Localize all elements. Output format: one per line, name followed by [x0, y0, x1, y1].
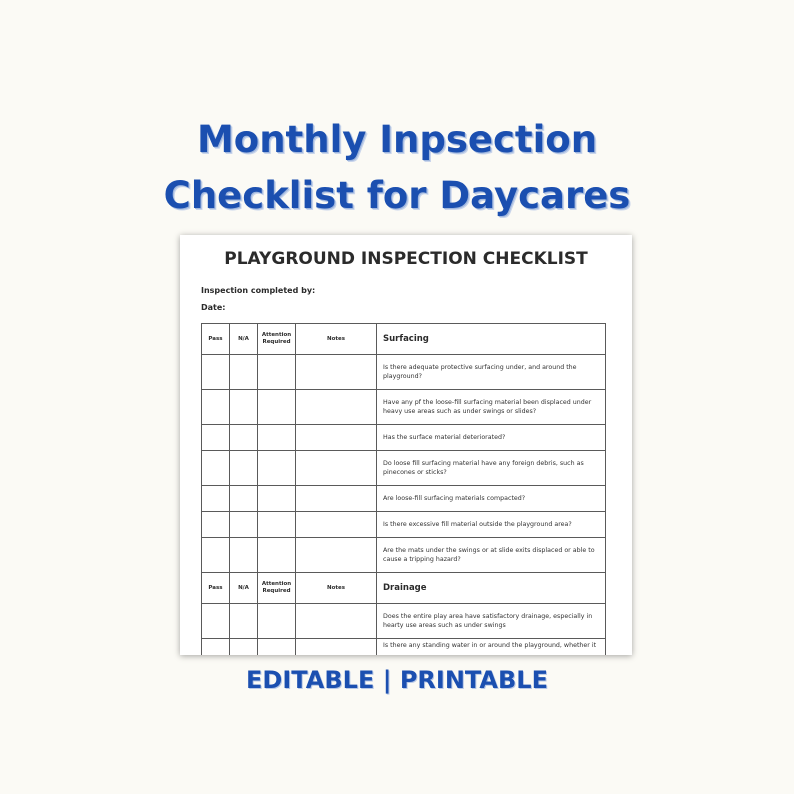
question-text: Have any pf the loose-fill surfacing material been displaced under heavy use areas such as under swings or slides? — [377, 390, 606, 425]
column-header-pass: Pass — [202, 573, 230, 604]
question-text: Do loose fill surfacing material have any foreign debris, such as pinecones or sticks? — [377, 451, 606, 486]
question-text: Is there any standing water in or around the playground, whether it — [377, 639, 606, 656]
notes-cell[interactable] — [296, 512, 377, 538]
table-row — [202, 425, 606, 451]
section-header-row — [202, 324, 606, 355]
column-header-na: N/A — [230, 573, 258, 604]
pass-cell[interactable] — [202, 486, 230, 512]
column-header-attention: Attention Required — [258, 324, 296, 355]
na-cell[interactable] — [230, 390, 258, 425]
table-row — [202, 604, 606, 639]
headline-line-2: Checklist for Daycares — [163, 174, 631, 217]
table-row — [202, 639, 606, 656]
checklist-document — [180, 235, 632, 655]
column-header-notes: Notes — [296, 324, 377, 355]
na-cell[interactable] — [230, 451, 258, 486]
inspection-completed-by-label: Inspection completed by: — [201, 286, 316, 295]
column-header-na: N/A — [230, 324, 258, 355]
notes-cell[interactable] — [296, 538, 377, 573]
section-title-drainage: Drainage — [377, 573, 606, 604]
section-header-row — [202, 573, 606, 604]
table-row — [202, 538, 606, 573]
section-title-surfacing: Surfacing — [377, 324, 606, 355]
table-row — [202, 486, 606, 512]
attention-cell[interactable] — [258, 390, 296, 425]
attention-cell[interactable] — [258, 604, 296, 639]
question-text: Has the surface material deteriorated? — [377, 425, 606, 451]
attention-cell[interactable] — [258, 355, 296, 390]
attention-cell[interactable] — [258, 486, 296, 512]
checklist-table — [201, 323, 606, 655]
pass-cell[interactable] — [202, 538, 230, 573]
question-text: Does the entire play area have satisfactory drainage, especially in hearty use areas such as under swings — [377, 604, 606, 639]
table-row — [202, 512, 606, 538]
notes-cell[interactable] — [296, 639, 377, 656]
notes-cell[interactable] — [296, 604, 377, 639]
table-row — [202, 390, 606, 425]
table-row — [202, 355, 606, 390]
attention-cell[interactable] — [258, 538, 296, 573]
attention-cell[interactable] — [258, 425, 296, 451]
pass-cell[interactable] — [202, 639, 230, 656]
column-header-notes: Notes — [296, 573, 377, 604]
notes-cell[interactable] — [296, 390, 377, 425]
attention-cell[interactable] — [258, 451, 296, 486]
pass-cell[interactable] — [202, 512, 230, 538]
attention-cell[interactable] — [258, 639, 296, 656]
pass-cell[interactable] — [202, 604, 230, 639]
question-text: Is there excessive fill material outside the playground area? — [377, 512, 606, 538]
headline-line-1: Monthly Inpsection — [196, 118, 598, 161]
document-title: PLAYGROUND INSPECTION CHECKLIST — [224, 249, 588, 269]
column-header-pass: Pass — [202, 324, 230, 355]
na-cell[interactable] — [230, 355, 258, 390]
na-cell[interactable] — [230, 639, 258, 656]
na-cell[interactable] — [230, 538, 258, 573]
pass-cell[interactable] — [202, 451, 230, 486]
na-cell[interactable] — [230, 604, 258, 639]
notes-cell[interactable] — [296, 451, 377, 486]
column-header-attention: Attention Required — [258, 573, 296, 604]
question-text: Are the mats under the swings or at slide exits displaced or able to cause a tripping hazard? — [377, 538, 606, 573]
notes-cell[interactable] — [296, 486, 377, 512]
na-cell[interactable] — [230, 512, 258, 538]
headline — [0, 112, 794, 224]
pass-cell[interactable] — [202, 355, 230, 390]
question-text: Is there adequate protective surfacing under, and around the playground? — [377, 355, 606, 390]
na-cell[interactable] — [230, 425, 258, 451]
pass-cell[interactable] — [202, 390, 230, 425]
notes-cell[interactable] — [296, 355, 377, 390]
attention-cell[interactable] — [258, 512, 296, 538]
editable-printable-tagline: EDITABLE | PRINTABLE — [246, 666, 548, 694]
table-row — [202, 451, 606, 486]
notes-cell[interactable] — [296, 425, 377, 451]
pass-cell[interactable] — [202, 425, 230, 451]
na-cell[interactable] — [230, 486, 258, 512]
question-text: Are loose-fill surfacing materials compacted? — [377, 486, 606, 512]
date-label: Date: — [201, 303, 226, 312]
